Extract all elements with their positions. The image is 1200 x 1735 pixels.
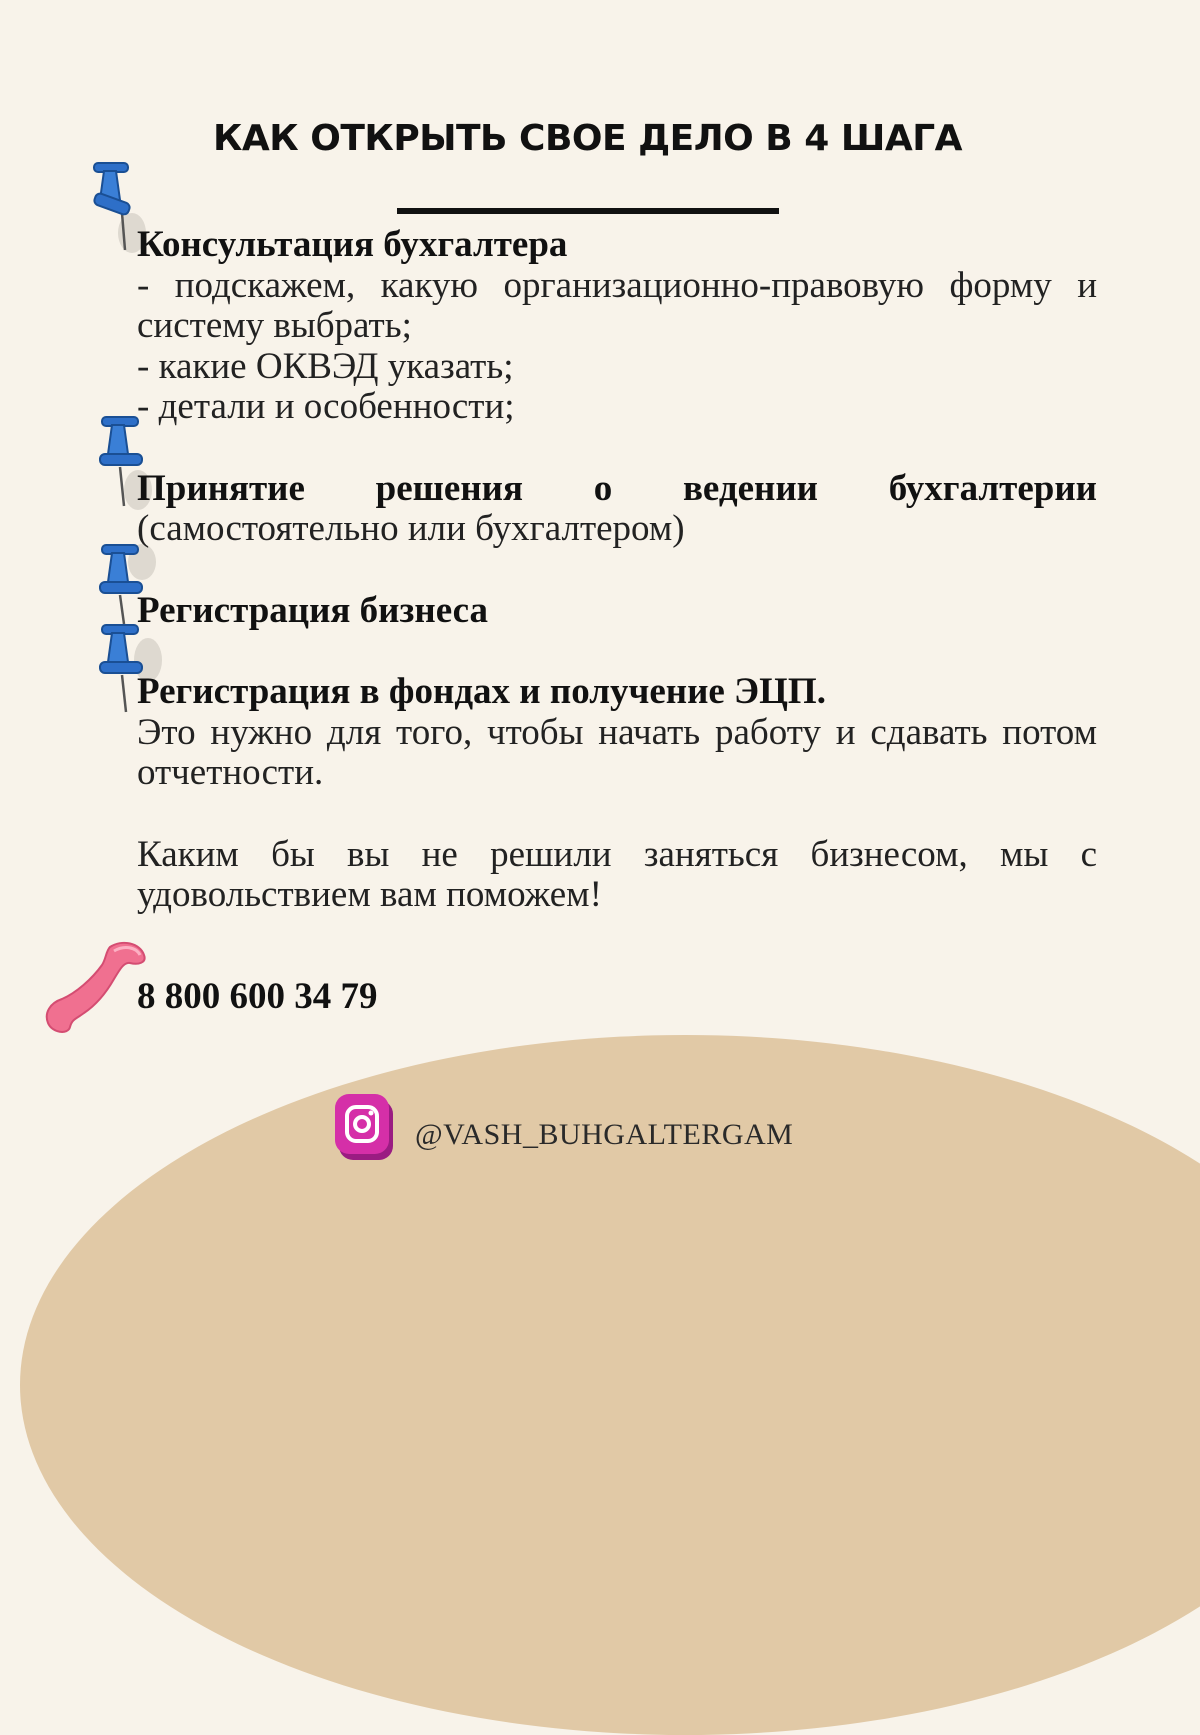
- step-1-line: - подскажем, какую организационно-правовую форму и: [137, 264, 1097, 306]
- step-1-line: - детали и особенности;: [137, 386, 515, 427]
- steps-content: [137, 225, 1097, 1017]
- step-1-line: - какие ОКВЭД указать;: [137, 345, 514, 387]
- title-underline: [397, 208, 779, 214]
- page-title: КАК ОТКРЫТЬ СВОЕ ДЕЛО В 4 ШАГА: [212, 118, 962, 159]
- step-4-heading: Регистрация в фондах и получение ЭЦП.: [137, 671, 826, 712]
- step-1-line: систему выбрать;: [137, 305, 412, 346]
- closing-line: Каким бы вы не решили заняться бизнесом, мы с: [137, 833, 1097, 875]
- step-1-heading: Консультация бухгалтера: [137, 224, 568, 265]
- closing-line: удовольствием вам поможем!: [137, 874, 602, 915]
- step-2-heading: Принятие решения о ведении бухгалтерии: [137, 467, 1097, 509]
- phone-handset-icon: [40, 935, 150, 1035]
- step-4-line: отчетности.: [137, 752, 324, 793]
- step-2-line: (самостоятельно или бухгалтером): [137, 508, 685, 549]
- step-3-heading: Регистрация бизнеса: [137, 589, 488, 631]
- instagram-handle[interactable]: @VASH_BUHGALTERGAM: [415, 1118, 794, 1151]
- instagram-icon[interactable]: [333, 1090, 397, 1166]
- step-4-line: Это нужно для того, чтобы начать работу и сдавать потом: [137, 711, 1097, 753]
- phone-number[interactable]: 8 800 600 34 79: [137, 975, 378, 1017]
